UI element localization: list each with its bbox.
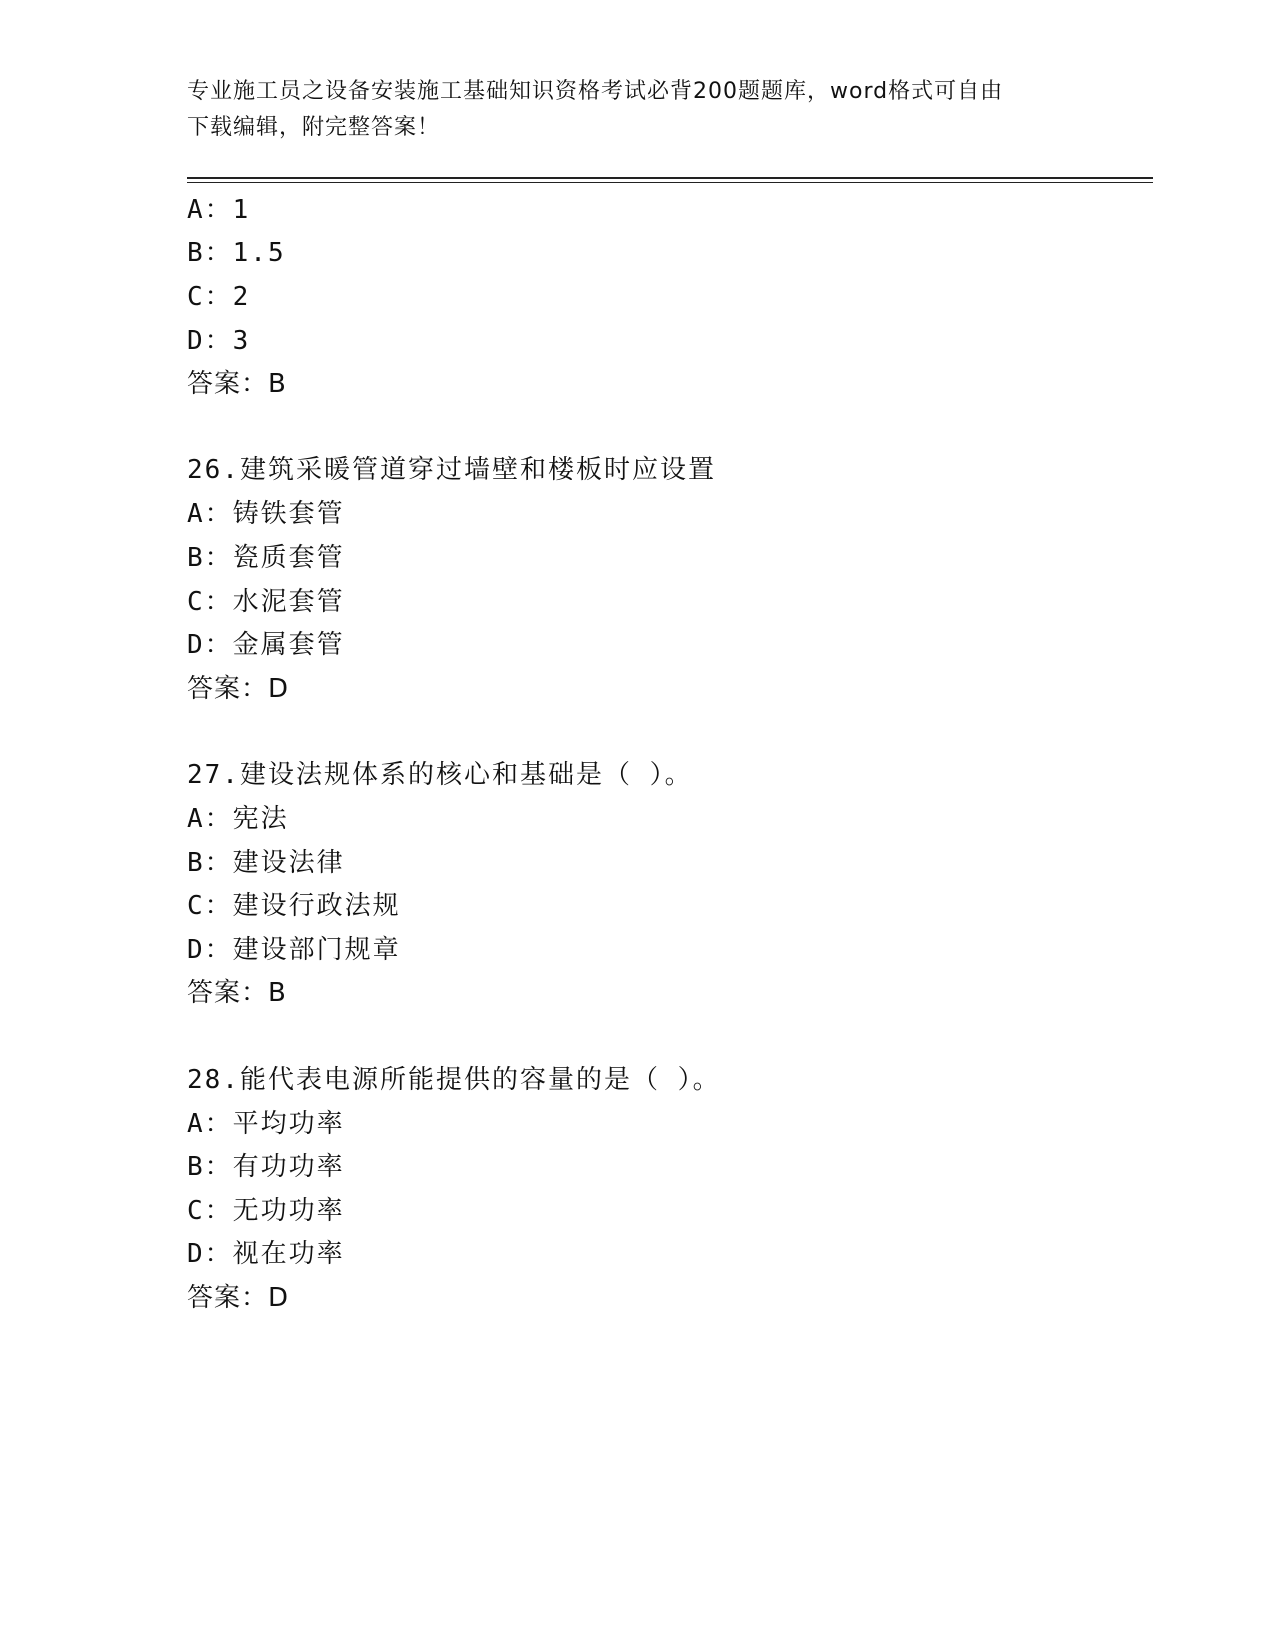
q25-option-b: B：1.5 [187, 238, 286, 268]
q27-option-b: B：建设法律 [187, 848, 345, 878]
q28-stem: 28.能代表电源所能提供的容量的是（ ）。 [187, 1065, 721, 1095]
q25-answer: 答案：B [187, 369, 287, 399]
q28-option-d: D：视在功率 [187, 1239, 345, 1269]
q28-option-c: C：无功功率 [187, 1196, 345, 1226]
q28-option-b: B：有功功率 [187, 1152, 345, 1182]
q26-option-d: D：金属套管 [187, 630, 345, 660]
q27-stem: 27.建设法规体系的核心和基础是（ ）。 [187, 760, 693, 790]
q26-option-a: A：铸铁套管 [187, 499, 345, 529]
q25-option-d: D：3 [187, 326, 251, 356]
q26-option-b: B：瓷质套管 [187, 543, 345, 573]
header-rule-thin [187, 182, 1153, 183]
q27-answer: 答案：B [187, 978, 287, 1008]
q27-option-a: A：宪法 [187, 804, 289, 834]
header-rule-thick [187, 177, 1153, 179]
q25-option-c: C：2 [187, 282, 251, 312]
q28-option-a: A：平均功率 [187, 1109, 345, 1139]
q28-answer: 答案：D [187, 1283, 290, 1313]
q26-stem: 26.建筑采暖管道穿过墙壁和楼板时应设置 [187, 455, 716, 485]
q25-option-a: A：1 [187, 195, 251, 225]
q27-option-d: D：建设部门规章 [187, 935, 401, 965]
header-line-1: 专业施工员之设备安装施工基础知识资格考试必背200题题库，word格式可自由 [187, 79, 1004, 104]
q26-option-c: C：水泥套管 [187, 587, 345, 617]
q26-answer: 答案：D [187, 674, 290, 704]
header-line-2: 下载编辑，附完整答案！ [187, 115, 441, 140]
q27-option-c: C：建设行政法规 [187, 891, 401, 921]
document-header [187, 74, 1087, 146]
